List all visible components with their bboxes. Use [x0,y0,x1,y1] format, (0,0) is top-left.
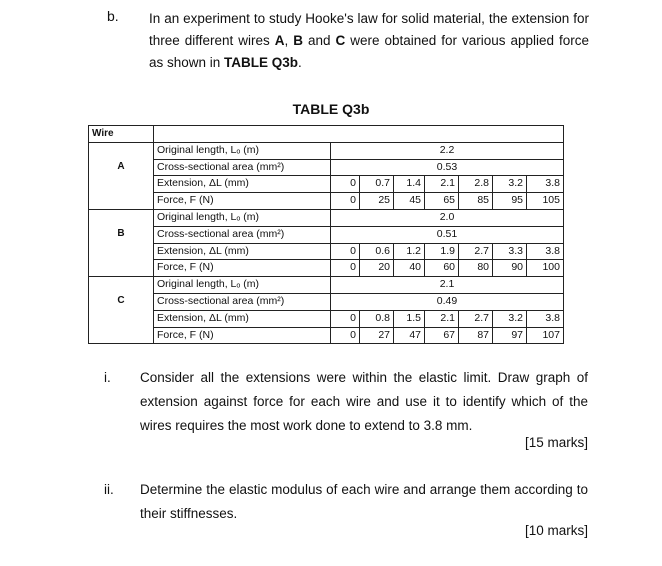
measurement-cell: 45 [394,193,425,210]
measurement-cell: 0.6 [360,243,394,260]
table-row [89,193,564,210]
property-label-cell: Extension, ΔL (mm) [154,310,331,327]
measurement-cell: 60 [425,260,459,277]
measurement-cell: 0 [331,193,360,210]
measurement-cell: 2.1 [425,176,459,193]
table-row [89,159,564,176]
table-row [89,293,564,310]
measurement-cell: 27 [360,327,394,344]
table-header-row [89,126,564,143]
intro-text: In an experiment to study Hooke's law for solid material, the extension for three different wires [149,11,589,48]
property-label-cell: Cross-sectional area (mm²) [154,293,331,310]
property-value-cell: 0.53 [331,159,564,176]
property-label-cell: Force, F (N) [154,327,331,344]
measurement-cell: 85 [459,193,493,210]
property-label-cell: Force, F (N) [154,193,331,210]
property-label-cell: Extension, ΔL (mm) [154,243,331,260]
wire-c-ref: C [335,33,346,48]
measurement-cell: 0 [331,260,360,277]
measurement-cell: 2.7 [459,243,493,260]
wire-b-ref: B [293,33,303,48]
measurement-cell: 3.3 [493,243,527,260]
property-label-cell: Original length, Lₒ (m) [154,209,331,226]
measurement-cell: 1.4 [394,176,425,193]
measurement-cell: 3.8 [527,176,564,193]
measurement-cell: 20 [360,260,394,277]
wire-a-ref: A [274,33,285,48]
question-intro [149,8,589,74]
intro-text: , [284,33,294,48]
measurement-cell: 2.1 [425,310,459,327]
measurement-cell: 100 [527,260,564,277]
measurement-cell: 95 [493,193,527,210]
measurement-cell: 3.2 [493,176,527,193]
property-label-cell: Original length, Lₒ (m) [154,277,331,294]
wire-name-cell: A [89,142,154,209]
part-i-marks: [15 marks] [524,435,588,450]
measurement-cell: 87 [459,327,493,344]
measurement-cell: 2.8 [459,176,493,193]
measurement-cell: 1.9 [425,243,459,260]
table-row [89,260,564,277]
part-ii-marks: [10 marks] [524,523,588,538]
table-container [88,125,564,344]
table-row [89,310,564,327]
intro-text: . [298,55,302,70]
measurement-cell: 3.2 [493,310,527,327]
intro-text: were obtained for various applied force as shown in [149,33,589,70]
measurement-cell: 65 [425,193,459,210]
table-row [89,243,564,260]
measurement-cell: 1.5 [394,310,425,327]
part-ii-text: Determine the elastic modulus of each wire and arrange them according to their stiffnesses. [140,482,588,521]
measurement-cell: 67 [425,327,459,344]
table-ref: TABLE Q3b [224,55,299,70]
table-row [89,277,564,294]
measurement-cell: 105 [527,193,564,210]
measurement-cell: 0 [331,176,360,193]
table-row [89,226,564,243]
measurement-cell: 0 [331,243,360,260]
measurement-cell: 47 [394,327,425,344]
measurement-cell: 0.8 [360,310,394,327]
measurement-cell: 2.7 [459,310,493,327]
property-value-cell: 0.49 [331,293,564,310]
measurement-cell: 90 [493,260,527,277]
measurement-cell: 3.8 [527,310,564,327]
wire-name-cell: B [89,209,154,276]
table-caption: TABLE Q3b [292,101,370,117]
table-row [89,209,564,226]
intro-text: and [302,33,336,48]
data-table [88,125,564,344]
property-label-cell: Force, F (N) [154,260,331,277]
table-row [89,327,564,344]
measurement-cell: 1.2 [394,243,425,260]
header-blank-cell [154,126,564,143]
measurement-cell: 97 [493,327,527,344]
question-label: b. [107,8,119,24]
table-row [89,176,564,193]
property-value-cell: 2.2 [331,142,564,159]
wire-header-cell: Wire [89,126,154,143]
measurement-cell: 3.8 [527,243,564,260]
property-label-cell: Extension, ΔL (mm) [154,176,331,193]
property-label-cell: Original length, Lₒ (m) [154,142,331,159]
part-i-text: Consider all the extensions were within the elastic limit. Draw graph of extension against force for each wire and use it to identify which of the wires requires the most work done to extend to 3.8 mm. [140,370,588,433]
measurement-cell: 40 [394,260,425,277]
table-row [89,142,564,159]
property-value-cell: 2.0 [331,209,564,226]
property-value-cell: 2.1 [331,277,564,294]
property-value-cell: 0.51 [331,226,564,243]
measurement-cell: 0 [331,327,360,344]
measurement-cell: 25 [360,193,394,210]
part-i-number: i. [104,370,111,385]
property-label-cell: Cross-sectional area (mm²) [154,226,331,243]
measurement-cell: 0.7 [360,176,394,193]
measurement-cell: 0 [331,310,360,327]
measurement-cell: 80 [459,260,493,277]
part-ii-number: ii. [104,482,114,497]
wire-name-cell: C [89,277,154,344]
property-label-cell: Cross-sectional area (mm²) [154,159,331,176]
measurement-cell: 107 [527,327,564,344]
